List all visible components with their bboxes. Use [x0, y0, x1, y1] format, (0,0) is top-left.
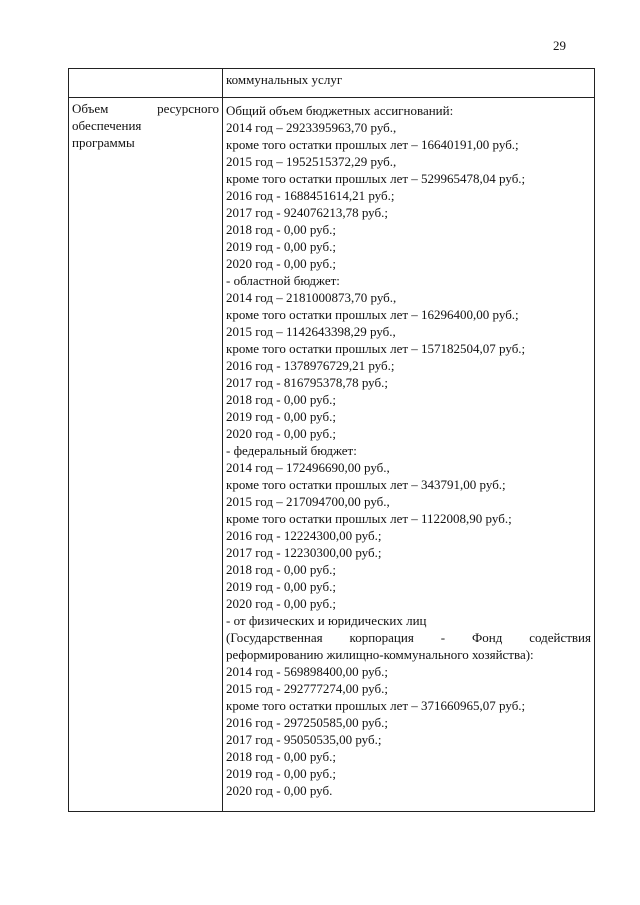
budget-line: 2020 год - 0,00 руб. [226, 783, 333, 798]
budget-line: кроме того остатки прошлых лет – 16640191,00 руб.; [226, 137, 519, 152]
budget-line: кроме того остатки прошлых лет – 16296400,00 руб.; [226, 307, 519, 322]
budget-line: реформированию жилищно-коммунального хозяйства): [226, 647, 534, 662]
budget-line: 2015 год – 1142643398,29 руб., [226, 324, 396, 339]
budget-line: 2015 год - 292777274,00 руб.; [226, 681, 388, 696]
budget-lines [226, 102, 591, 799]
budget-line: 2019 год - 0,00 руб.; [226, 409, 336, 424]
budget-line: 2020 год - 0,00 руб.; [226, 426, 336, 441]
budget-line: 2018 год - 0,00 руб.; [226, 749, 336, 764]
budget-line: 2019 год - 0,00 руб.; [226, 766, 336, 781]
budget-line: 2014 год – 2923395963,70 руб., [226, 120, 397, 135]
budget-line: - областной бюджет: [226, 273, 340, 288]
table-row [69, 98, 595, 812]
budget-line: - от физических и юридических лиц [226, 613, 427, 628]
content-cell: коммунальных услуг [223, 69, 595, 98]
budget-line: 2016 год - 297250585,00 руб.; [226, 715, 388, 730]
budget-line: кроме того остатки прошлых лет – 157182504,07 руб.; [226, 341, 526, 356]
program-passport-table [68, 68, 595, 812]
budget-line: 2019 год - 0,00 руб.; [226, 239, 336, 254]
budget-line: 2015 год – 1952515372,29 руб., [226, 154, 397, 169]
budget-line: 2018 год - 0,00 руб.; [226, 562, 336, 577]
budget-line: 2017 год - 95050535,00 руб.; [226, 732, 382, 747]
budget-details-cell [223, 98, 595, 812]
label-cell-empty [69, 69, 223, 98]
budget-line: 2014 год – 2181000873,70 руб., [226, 290, 397, 305]
budget-line: 2020 год - 0,00 руб.; [226, 256, 336, 271]
budget-line: - федеральный бюджет: [226, 443, 357, 458]
budget-line: 2016 год - 12224300,00 руб.; [226, 528, 382, 543]
budget-line: 2018 год - 0,00 руб.; [226, 222, 336, 237]
label-line: Объем ресурсного [72, 101, 219, 116]
budget-line: 2017 год - 816795378,78 руб.; [226, 375, 388, 390]
page-number: 29 [553, 38, 566, 53]
budget-line: кроме того остатки прошлых лет – 1122008,90 руб.; [226, 511, 512, 526]
budget-line: 2020 год - 0,00 руб.; [226, 596, 336, 611]
budget-line: 2015 год – 217094700,00 руб., [226, 494, 390, 509]
table-row [69, 69, 595, 98]
budget-line: 2016 год - 1688451614,21 руб.; [226, 188, 395, 203]
label-line: программы [72, 135, 135, 150]
budget-line: 2014 год - 569898400,00 руб.; [226, 664, 388, 679]
budget-line: кроме того остатки прошлых лет – 343791,00 руб.; [226, 477, 506, 492]
budget-line: 2017 год - 924076213,78 руб.; [226, 205, 388, 220]
budget-line: 2016 год - 1378976729,21 руб.; [226, 358, 395, 373]
budget-line: 2014 год – 172496690,00 руб., [226, 460, 390, 475]
budget-line: (Государственная корпорация - Фонд содействия [226, 630, 591, 645]
budget-line: Общий объем бюджетных ассигнований: [226, 103, 454, 118]
resource-label [72, 100, 219, 151]
budget-line: 2017 год - 12230300,00 руб.; [226, 545, 382, 560]
label-cell [69, 98, 223, 812]
budget-line: кроме того остатки прошлых лет – 371660965,07 руб.; [226, 698, 526, 713]
budget-line: 2018 год - 0,00 руб.; [226, 392, 336, 407]
budget-line: кроме того остатки прошлых лет – 529965478,04 руб.; [226, 171, 526, 186]
budget-line: 2019 год - 0,00 руб.; [226, 579, 336, 594]
label-line: обеспечения [72, 118, 142, 133]
